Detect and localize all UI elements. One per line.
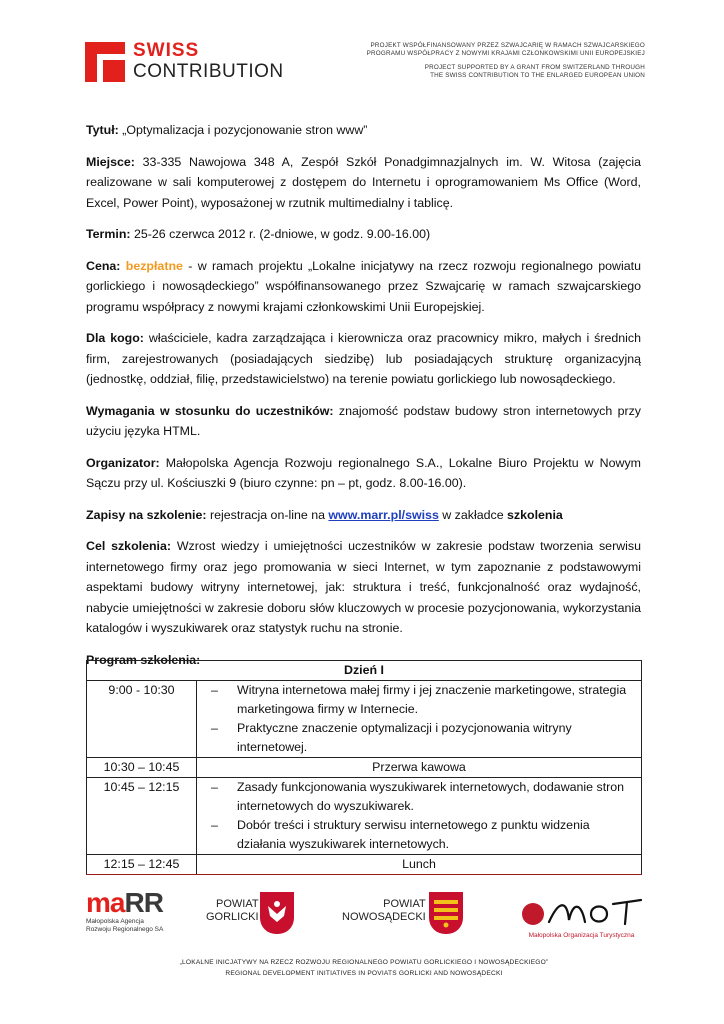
brand-subname: CONTRIBUTION [133,61,284,82]
document-body [86,120,641,681]
powiat-gorlicki-label: POWIAT GORLICKI [206,898,259,923]
requirements-paragraph: Wymagania w stosunku do uczestników: znajomość podstaw budowy stron internetowych przy użyciu języka HTML. [86,403,641,438]
place-paragraph: Miejsce: 33-335 Nawojowa 348 A, Zespół Szkół Ponadgimnazjalnych im. W. Witosa (zajęcia realizowane w sali komputerowej z dostępem do Internetu i oprogramowaniem Ms Office (Word, Excel, Power Point), wyposażonej w rzutnik multimedialny i tablicę. [86,154,641,210]
time-cell: 9:00 - 10:30 [87,681,197,758]
time-cell: 10:45 – 12:15 [87,778,197,855]
table-row [87,855,642,875]
gorlicki-crest-icon [260,892,294,934]
powiat-nowosadecki-label: POWIAT NOWOSĄDECKI [342,898,426,923]
registration-paragraph: Zapisy na szkolenie: rejestracja on-line na www.marr.pl/swiss w zakładce szkolenia [86,507,563,522]
table-row [87,661,642,681]
header-project-info: PROJEKT WSPÓŁFINANSOWANY PRZEZ SZWAJCARIĘ W RAMACH SZWAJCARSKIEGO PROGRAMU WSPÓŁPRACY Z NOWYMI KRAJAMI CZŁONKOWSKIMI UNII EUROPEJSKIEJ PROJECT SUPPORTED BY A GRANT FROM SWITZERLAND THROUGH THE SWISS CONTRIBUTION TO THE ENLARGED EUROPEAN UNION [366,42,645,79]
time-cell: 10:30 – 10:45 [87,758,197,778]
list-item: – Dobór treści i struktury serwisu internetowego z punktu widzenia działania wyszukiwarek internetowych. [201,816,637,854]
list-item: – Witryna internetowa małej firmy i jej znaczenie marketingowe, strategia marketingowa firmy w Internecie. [201,681,637,719]
marr-logo: maRR Małopolska Agencja Rozwoju Regionalnego SA [86,887,164,933]
topics-cell [197,681,642,758]
brand-name: SWISS [133,40,200,61]
price-free-badge: bezpłatne [125,258,183,273]
date-paragraph: Termin: 25-26 czerwca 2012 r. (2-dniowe, w godz. 9.00-16.00) [86,227,431,241]
price-paragraph: Cena: bezpłatne - w ramach projektu „Lokalne inicjatywy na rzecz rozwoju regionalnego powiatu gorlickiego i nowosądeckiego” współfinansowanego przez Szwajcarię w ramach szwajcarskiego programu współpracy z nowymi krajami członkowskimi Unii Europejskiej. [86,258,641,314]
list-item: – Zasady funkcjonowania wyszukiwarek internetowych, dodawanie stron internetowych do wyszukiwarek. [201,778,637,816]
topics-cell [197,778,642,855]
mot-logo: Małopolska Organizacja Turystyczna [519,894,644,935]
registration-link[interactable]: www.marr.pl/swiss [328,507,439,522]
table-row [87,778,642,855]
mot-wordmark-icon [519,894,644,930]
program-heading: Program szkolenia: [86,652,201,667]
time-cell: 12:15 – 12:45 [87,855,197,875]
lunch-cell: Lunch [197,855,642,875]
title-paragraph: Tytuł: „Optymalizacja i pozycjonowanie stron www” [86,123,368,137]
nowosadecki-crest-icon [429,892,463,934]
table-row [87,681,642,758]
partner-logos [86,888,642,938]
organizer-paragraph: Organizator: Małopolska Agencja Rozwoju regionalnego S.A., Lokalne Biuro Projektu w Nowym Sączu przy ul. Kościuszki 9 (biuro czynne: pn – pt, godz. 8.00-16.00). [86,455,641,490]
footer-divider [86,874,642,875]
table-row [87,758,642,778]
program-table [86,660,642,875]
footer-project-title: „LOKALNE INICJATYWY NA RZECZ ROZWOJU REGIONALNEGO POWIATU GORLICKIEGO I NOWOSĄDECKIEGO” REGIONAL DEVELOPMENT INITIATIVES IN POVIATS GORLICKI AND NOWOSĄDECKI [179,959,549,977]
goal-paragraph: Cel szkolenia: Wzrost wiedzy i umiejętności uczestników w zakresie podstaw tworzenia serwisu internetowego firmy oraz jego promowania w sieci Internet, w tym zapoznanie z podstawowymi aspektami budowy witryny internetowej, jak: struktura i treść, funkcjonalność oraz wydajność, nabycie umiejętności w zakresie doboru słów kluczowych w procesie pozycjonowania, wykorzystania katalogów i wyszukiwarek oraz statystyk ruchu na stronie. [86,539,641,635]
page-header [85,40,645,90]
marr-wordmark: maRR [86,887,163,918]
break-cell: Przerwa kawowa [197,758,642,778]
day-title: Dzień I [87,661,642,681]
audience-paragraph: Dla kogo: właściciele, kadra zarządzająca i kierownicza oraz pracownicy mikro, małych i średnich firm, zarejestrowanych (posiadających siedzibę) lub posiadających strukturę organizacyjną (jednostkę, oddział, filię, przedstawicielstwo) na terenie powiatu gorlickiego lub nowosądeckiego. [86,331,641,386]
swiss-contribution-logo-icon [85,42,125,82]
list-item: – Praktyczne znaczenie optymalizacji i pozycjonowania witryny internetowej. [201,719,637,757]
